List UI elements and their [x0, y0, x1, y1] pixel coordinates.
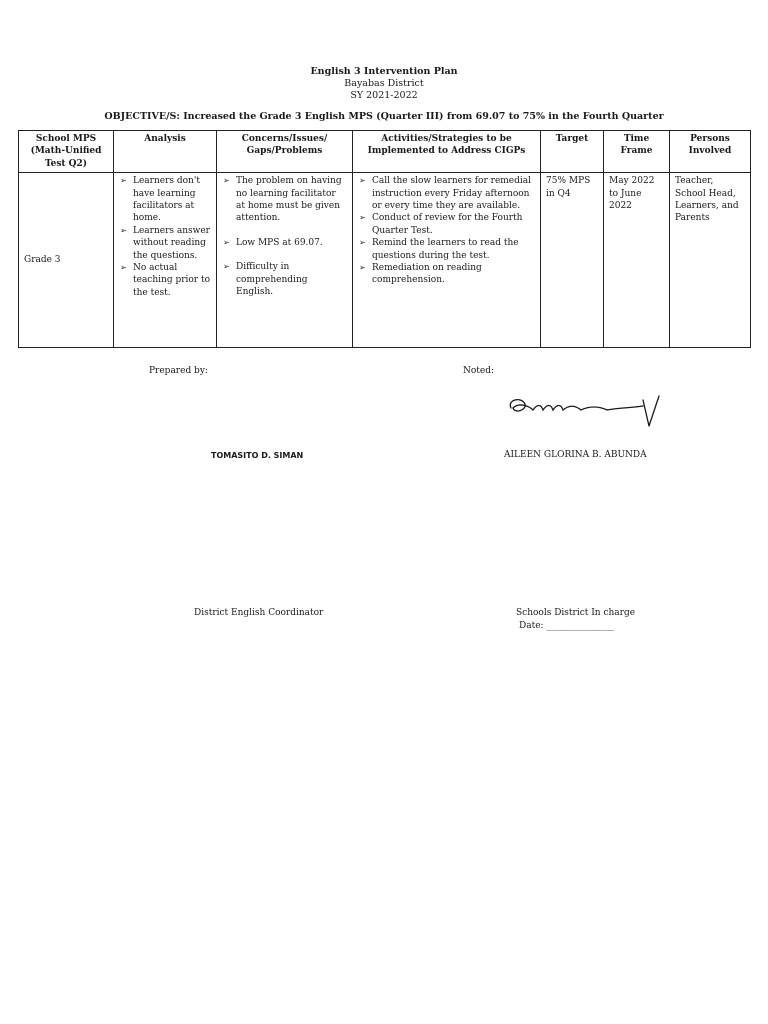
- handwritten-signature: [503, 392, 663, 432]
- table-row: [19, 173, 751, 348]
- table-header-row: [19, 131, 751, 173]
- school-year: SY 2021-2022: [350, 90, 418, 101]
- header-target: Target: [541, 131, 604, 173]
- noter-title: Schools District In charge: [516, 608, 636, 618]
- concern-item: ➢ Low MPS at 69.07.: [222, 237, 347, 249]
- header-persons-involved: Persons Involved: [670, 131, 751, 173]
- header-time-frame: Time Frame: [604, 131, 670, 173]
- activity-item: ➢ Remediation on reading comprehension.: [358, 262, 535, 287]
- cell-target: 75% MPS in Q4: [541, 173, 604, 348]
- preparer-name: TOMASITO D. SIMAN: [211, 451, 304, 460]
- prepared-by-label: Prepared by:: [149, 366, 208, 376]
- cell-analysis: [114, 173, 217, 348]
- activity-item: ➢ Call the slow learners for remedial instruction every Friday afternoon or every time they are available.: [358, 175, 535, 212]
- analysis-item: ➢ Learners don't have learning facilitators at home.: [119, 175, 211, 225]
- cell-persons-involved: Teacher, School Head, Learners, and Parents: [670, 173, 751, 348]
- noted-label: Noted:: [463, 366, 495, 376]
- analysis-item: ➢ Learners answer without reading the questions.: [119, 225, 211, 262]
- cell-concerns: [217, 173, 353, 348]
- objective-statement: OBJECTIVE/S: Increased the Grade 3 English MPS (Quarter III) from 69.07 to 75% in the Fourth Quarter: [104, 111, 664, 122]
- cell-school-mps: Grade 3: [19, 173, 114, 348]
- date-line: Date: _______________: [519, 621, 614, 631]
- noter-name: AILEEN GLORINA B. ABUNDA: [504, 450, 647, 460]
- activity-item: ➢ Remind the learners to read the questions during the test.: [358, 237, 535, 262]
- intervention-plan-table: [18, 130, 751, 348]
- cell-time-frame: May 2022 to June 2022: [604, 173, 670, 348]
- header-analysis: Analysis: [114, 131, 217, 173]
- preparer-title: District English Coordinator: [194, 608, 324, 618]
- analysis-item: ➢ No actual teaching prior to the test.: [119, 262, 211, 299]
- concern-item: ➢ Difficulty in comprehending English.: [222, 261, 347, 298]
- header-concerns: Concerns/Issues/ Gaps/Problems: [217, 131, 353, 173]
- activity-item: ➢ Conduct of review for the Fourth Quarter Test.: [358, 212, 535, 237]
- document-title: English 3 Intervention Plan: [310, 66, 458, 77]
- district-name: Bayabas District: [344, 78, 424, 89]
- concern-item: ➢ The problem on having no learning facilitator at home must be given attention.: [222, 175, 347, 225]
- header-school-mps: School MPS (Math-Unified Test Q2): [19, 131, 114, 173]
- cell-activities: [353, 173, 541, 348]
- header-activities: Activities/Strategies to be Implemented to Address CIGPs: [353, 131, 541, 173]
